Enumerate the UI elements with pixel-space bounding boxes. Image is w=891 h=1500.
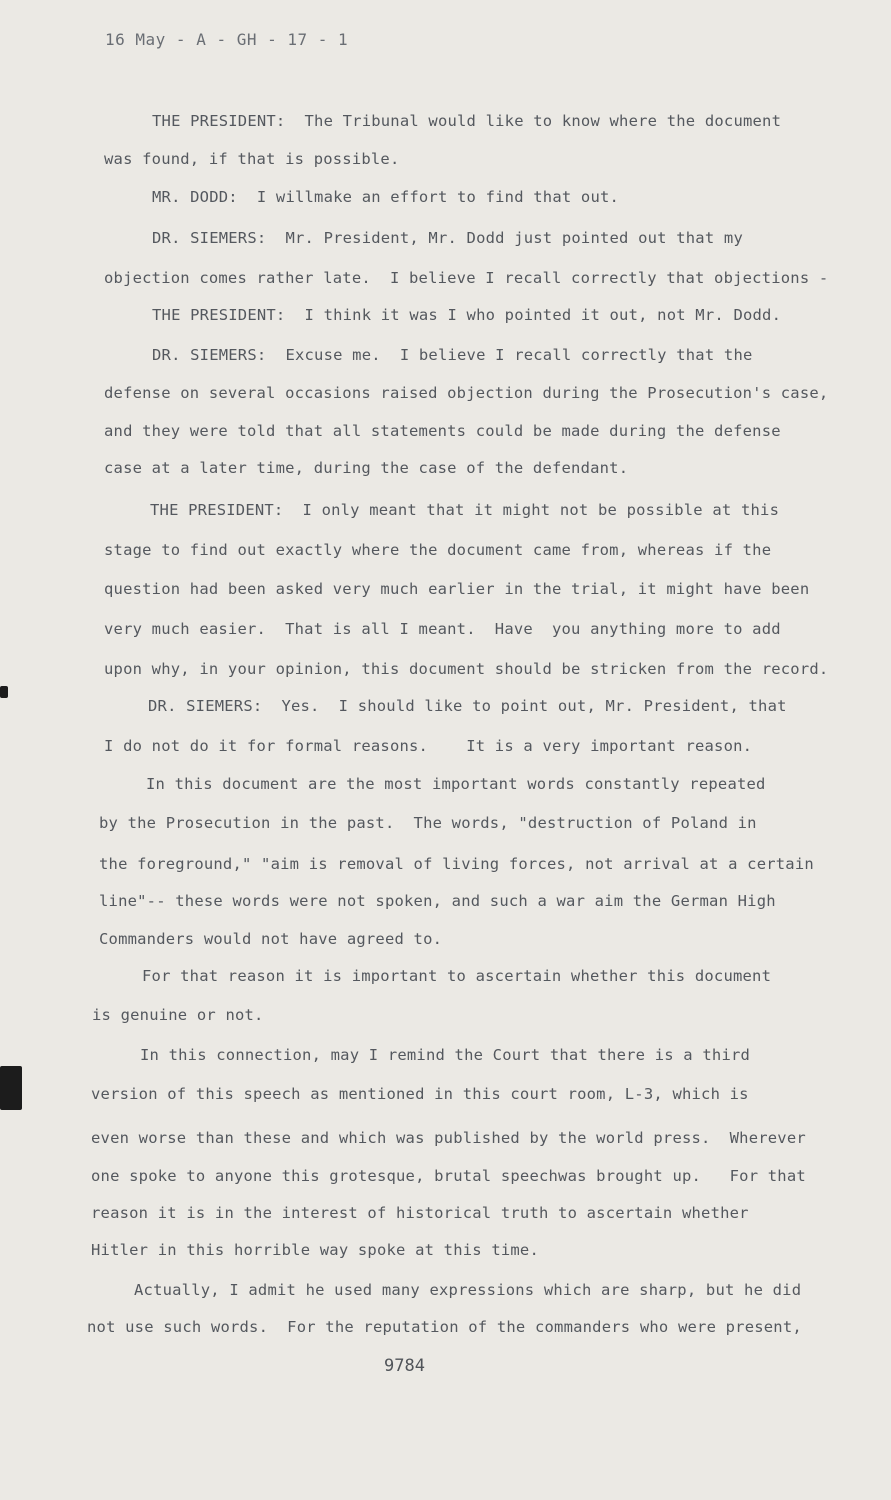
text-line: In this connection, may I remind the Court that there is a third xyxy=(140,1046,751,1064)
text-line: is genuine or not. xyxy=(92,1006,264,1024)
text-line: line"-- these words were not spoken, and such a war aim the German High xyxy=(99,892,776,910)
document-header: 16 May - A - GH - 17 - 1 xyxy=(105,30,349,49)
page-number: 9784 xyxy=(384,1356,425,1376)
text-line: and they were told that all statements could be made during the defense xyxy=(104,422,781,440)
text-line: even worse than these and which was published by the world press. Wherever xyxy=(91,1129,806,1147)
text-line: reason it is in the interest of historical truth to ascertain whether xyxy=(91,1204,749,1222)
text-line: THE PRESIDENT: I only meant that it might not be possible at this xyxy=(150,501,780,519)
text-line: objection comes rather late. I believe I recall correctly that objections - xyxy=(104,269,829,287)
text-line: THE PRESIDENT: The Tribunal would like to know where the document xyxy=(152,112,782,130)
text-line: For that reason it is important to ascertain whether this document xyxy=(142,967,772,985)
binding-mark-top xyxy=(0,686,8,698)
text-line: DR. SIEMERS: Mr. President, Mr. Dodd just pointed out that my xyxy=(152,229,743,247)
text-line: Hitler in this horrible way spoke at this time. xyxy=(91,1241,539,1259)
text-line: by the Prosecution in the past. The words, "destruction of Poland in xyxy=(99,814,757,832)
text-line: upon why, in your opinion, this document should be stricken from the record. xyxy=(104,660,829,678)
text-line: THE PRESIDENT: I think it was I who pointed it out, not Mr. Dodd. xyxy=(152,306,782,324)
text-line: MR. DODD: I willmake an effort to find that out. xyxy=(152,188,620,206)
text-line: not use such words. For the reputation of the commanders who were present, xyxy=(87,1318,802,1336)
text-line: one spoke to anyone this grotesque, brutal speechwas brought up. For that xyxy=(91,1167,806,1185)
text-line: I do not do it for formal reasons. It is a very important reason. xyxy=(104,737,753,755)
text-line: DR. SIEMERS: Yes. I should like to point out, Mr. President, that xyxy=(148,697,787,715)
text-line: Commanders would not have agreed to. xyxy=(99,930,443,948)
text-line: question had been asked very much earlier in the trial, it might have been xyxy=(104,580,810,598)
text-line: very much easier. That is all I meant. Have you anything more to add xyxy=(104,620,781,638)
text-line: was found, if that is possible. xyxy=(104,150,400,168)
text-line: DR. SIEMERS: Excuse me. I believe I recall correctly that the xyxy=(152,346,753,364)
binding-mark-bottom xyxy=(0,1066,22,1110)
text-line: Actually, I admit he used many expressions which are sharp, but he did xyxy=(134,1281,802,1299)
text-line: In this document are the most important words constantly repeated xyxy=(146,775,766,793)
text-line: the foreground," "aim is removal of living forces, not arrival at a certain xyxy=(99,855,814,873)
text-line: case at a later time, during the case of the defendant. xyxy=(104,459,629,477)
text-line: defense on several occasions raised objection during the Prosecution's case, xyxy=(104,384,829,402)
text-line: stage to find out exactly where the document came from, whereas if the xyxy=(104,541,772,559)
text-line: version of this speech as mentioned in this court room, L-3, which is xyxy=(91,1085,749,1103)
